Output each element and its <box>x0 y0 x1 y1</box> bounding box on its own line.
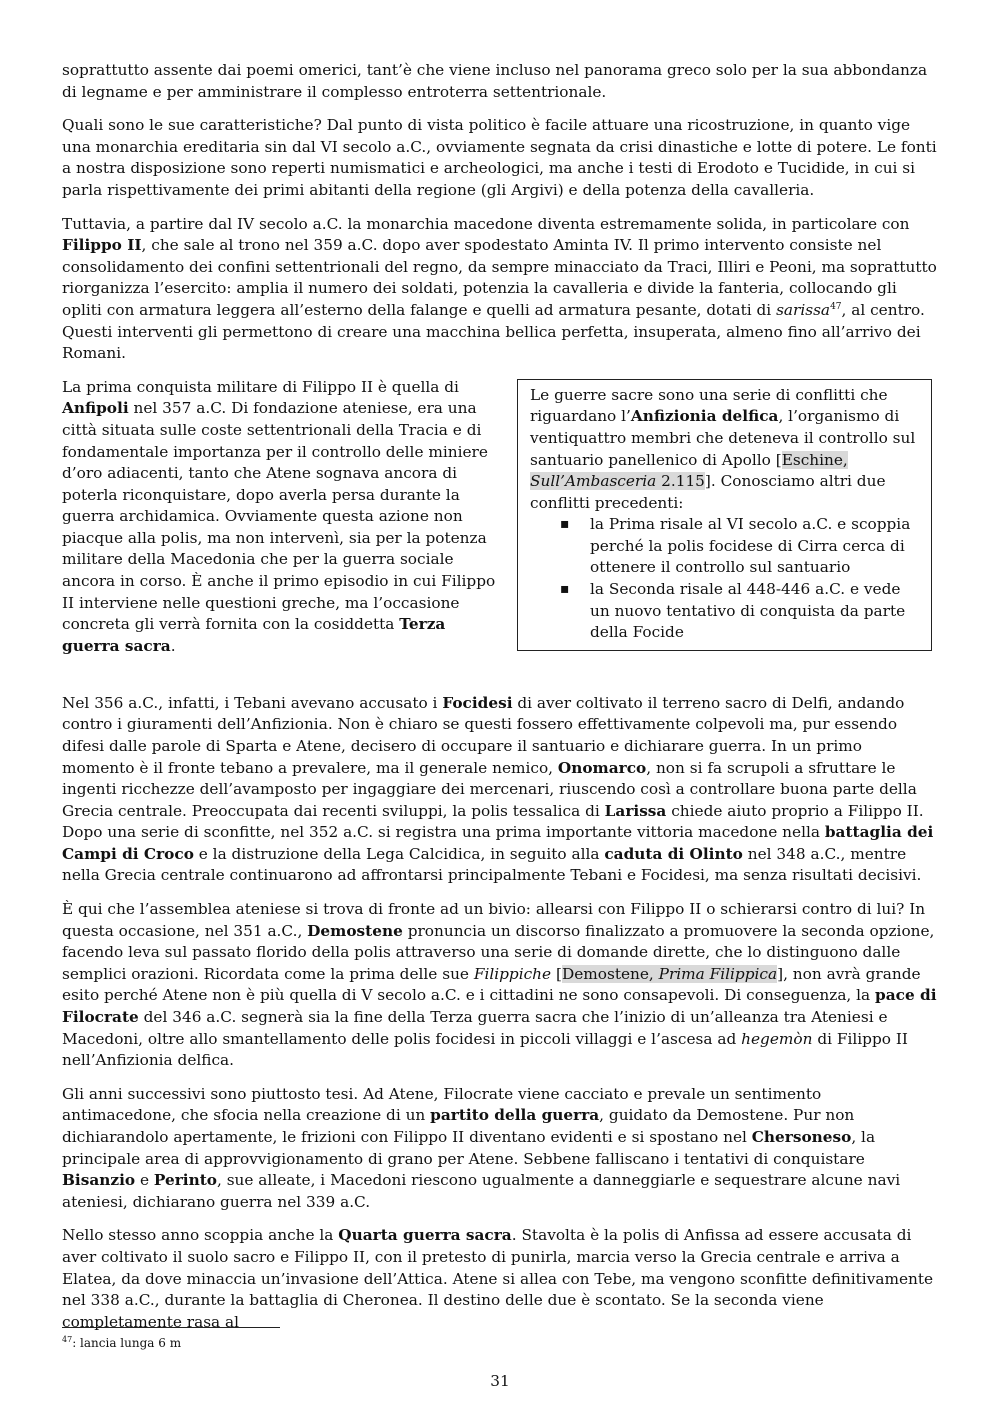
bullet-list <box>530 514 921 644</box>
two-column-section <box>62 377 938 685</box>
bold-term: Larissa <box>604 801 667 820</box>
list-item: ▪ la Seconda risale al 448-446 a.C. e vede un nuovo tentativo di conquista da parte della Focide <box>560 579 921 644</box>
paragraph-6: È qui che l’assemblea ateniese si trova di fronte ad un bivio: allearsi con Filippo II o schierarsi contro di lui? In questa occasione, nel 351 a.C., Demostene pronuncia un discorso finalizzato a promuovere la seconda opzione, facendo leva sul passato florido della polis attraverso una serie di domande dirette, che lo distinguono dalle semplici orazioni. Ricordata come la prima delle sue Filippiche [Demostene, Prima Filippica], non avrà grande esito perché Atene non è più quella di V secolo a.C. e i cittadini ne sono consapevoli. Di conseguenza, la pace di Filocrate del 346 a.C. segnerà sia la fine della Terza guerra sacra che l’inizio di un’alleanza tra Ateniesi e Macedoni, oltre allo smantellamento delle polis focidesi in piccoli villaggi e l’ascesa ad hegemòn di Filippo II nell’Anfizionia delfica. <box>62 900 937 1070</box>
footnote-marker[interactable]: 47 <box>830 301 842 312</box>
italic-term: hegemòn <box>741 1029 813 1048</box>
page-body <box>62 60 938 1345</box>
bold-term: Onomarco <box>557 758 647 777</box>
paragraph-8: Nello stesso anno scoppia anche la Quarta guerra sacra. Stavolta è la polis di Anfissa ad essere accusata di aver coltivato il suolo sacro e Filippo II, con il pretesto di punirla, marcia verso la Grecia centrale e arriva a Elatea, da dove minaccia un’invasione dell’Attica. Atene si allea con Tebe, ma vengono sconfitte definitivamente nel 338 a.C., durante la battaglia di Cheronea. Il destino delle due è scontato. Se la seconda viene completamente rasa al <box>62 1226 934 1331</box>
bold-term: Anfipoli <box>62 399 129 418</box>
paragraph-2: Quali sono le sue caratteristiche? Dal punto di vista politico è facile attuare una ricostruzione, in quanto vige una monarchia ereditaria sin dal VI secolo a.C., ovviamente segnata da crisi dinastiche e lotte di potere. Le fonti a nostra disposizione sono reperti numismatici e archeologici, ma anche i testi di Erodoto e Tucidide, in cui si parla rispettivamente dei primi abitanti della regione (gli Argivi) e della potenza della cavalleria. <box>62 116 937 199</box>
bold-term: Anfizionia delfica <box>630 407 779 426</box>
bold-term: pace di Filocrate <box>62 986 937 1027</box>
bold-term: Quarta guerra sacra <box>338 1226 512 1245</box>
sidebar-box-sacred-wars: Le guerre sacre sono una serie di conflitti che riguardano l’Anfizionia delfica, l’organismo di ventiquattro membri che deteneva il controllo sul santuario panellenico di Apollo [Eschine, Sull’Ambasceria 2.115]. Conosciamo altri due conflitti precedenti: ▪ la Prima risale al VI secolo a.C. e scoppia perché la polis focidese di Cirra cerca di ottenere il controllo sul santuario ▪ la Seconda risale al 448-446 a.C. e vede un nuovo tentativo di conquista da parte della Focide <box>517 379 932 651</box>
italic-term: Filippiche <box>473 964 552 983</box>
footnote-number: 47 <box>62 1335 73 1344</box>
citation-highlight: Demostene, Prima Filippica <box>561 964 778 983</box>
paragraph-1: soprattutto assente dai poemi omerici, tant’è che viene incluso nel panorama greco solo per la sua abbondanza di legname e per amministrare il complesso entroterra settentrionale. <box>62 61 928 101</box>
bold-term: Terza guerra sacra <box>62 615 446 655</box>
paragraph-7: Gli anni successivi sono piuttosto tesi. Ad Atene, Filocrate viene cacciato e prevale un sentimento antimacedone, che sfocia nella creazione di un partito della guerra, guidato da Demostene. Pur non dichiarandolo apertamente, le frizioni con Filippo II diventano evidenti e si spostano nel Chersoneso, la principale area di approvvigionamento di grano per Atene. Sebbene falliscano i tentativi di conquistare Bisanzio e Perinto, sue alleate, i Macedoni riescono ugualmente a danneggiarle e sequestrare alcune navi ateniesi, dichiarano guerra nel 339 a.C. <box>62 1084 901 1211</box>
bold-term: caduta di Olinto <box>604 844 743 863</box>
page-number: 31 <box>490 1372 510 1390</box>
bold-term: Focidesi <box>442 693 513 712</box>
bold-term: Perinto <box>153 1171 217 1190</box>
bold-term: battaglia dei Campi di Croco <box>62 823 934 863</box>
paragraph-3: Tuttavia, a partire dal IV secolo a.C. la monarchia macedone diventa estremamente solida, in particolare con Filippo II, che sale al trono nel 359 a.C. dopo aver spodestato Aminta IV. Il primo intervento consiste nel consolidamento dei confini settentrionali del regno, da sempre minacciato da Traci, Illiri e Peoni, ma soprattutto riorganizza l’esercito: amplia il numero dei soldati, potenzia la cavalleria e divide la fanteria, collocando gli opliti con armatura leggera all’esterno della falange e quelli ad armatura pesante, dotati di sarissa$^{47}$, al centro. Questi interventi gli permettono di creare una macchina bellica perfetta, insuperata, almeno fino all’arrivo dei Romani. <box>62 214 937 363</box>
citation-highlight: Eschine, Sull’Ambasceria 2.115 <box>530 450 848 491</box>
footnote <box>62 1335 181 1351</box>
footnote-separator <box>62 1327 280 1328</box>
bold-term: Chersoneso <box>751 1128 852 1146</box>
italic-term: sarissa <box>776 300 831 319</box>
paragraph-5: Nel 356 a.C., infatti, i Tebani avevano accusato i Focidesi di aver coltivato il terreno sacro di Delfi, andando contro i giuramenti dell’Anfizionia. Non è chiaro se questi fossero effettivamente colpevoli ma, pur essendo difesi dalle parole di Sparta e Atene, decisero di occupare il santuario e dichiarare guerra. In un primo momento è il fronte tebano a prevalere, ma il generale nemico, Onomarco, non si fa scrupoli a sfruttare le ingenti ricchezze dell’avamposto per ingaggiare dei mercenari, riuscendo così a controllare buona parte della Grecia centrale. Preoccupata dai recenti sviluppi, la polis tessalica di Larissa chiede aiuto proprio a Filippo II. Dopo una serie di sconfitte, nel 352 a.C. si registra una prima importante vittoria macedone nella battaglia dei Campi di Croco e la distruzione della Lega Calcidica, in seguito alla caduta di Olinto nel 348 a.C., mentre nella Grecia centrale continuarono ad affrontarsi principalmente Tebani e Focidesi, ma senza risultati decisivi. <box>62 693 934 885</box>
list-item: ▪ la Prima risale al VI secolo a.C. e scoppia perché la polis focidese di Cirra cerca di ottenere il controllo sul santuario <box>560 514 921 579</box>
left-column <box>62 377 502 658</box>
paragraph-4: La prima conquista militare di Filippo II è quella di Anfipoli nel 357 a.C. Di fondazione ateniese, era una città situata sulle coste settentrionali della Tracia e di fondamentale importanza per il controllo delle miniere d’oro adiacenti, tanto che Atene sognava ancora di poterla riconquistare, dopo averla persa durante la guerra archidamica. Ovviamente questa azione non piacque alla polis, ma non intervenì, sia per la potenza militare della Macedonia che per la guerra sociale ancora in corso. È anche il primo episodio in cui Filippo II interviene nelle questioni greche, ma l’occasione concreta gli verrà fornita con la cosiddetta Terza guerra sacra. <box>62 377 496 655</box>
bold-term: partito della guerra <box>430 1106 600 1125</box>
bold-term: Bisanzio <box>62 1171 136 1190</box>
bold-term: Demostene <box>307 921 403 940</box>
bold-term: Filippo II <box>62 236 142 255</box>
footnote-text: : lancia lunga 6 m <box>72 1336 182 1350</box>
